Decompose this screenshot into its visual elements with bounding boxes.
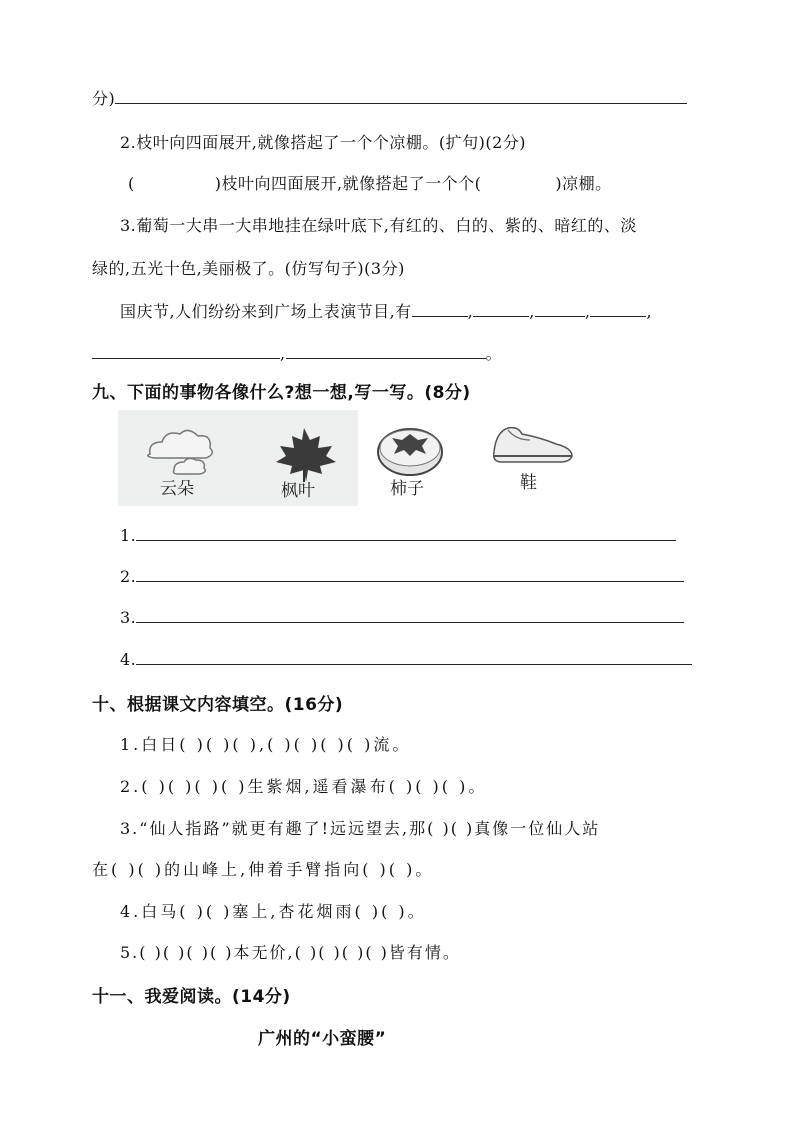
section10-title: 十、根据课文内容填空。(16分) bbox=[92, 695, 344, 715]
label-maple: 枫叶 bbox=[281, 481, 315, 501]
shoe-icon bbox=[488, 418, 578, 466]
blank-e[interactable] bbox=[92, 344, 280, 359]
sep: , bbox=[584, 302, 591, 321]
q3-model-text: 国庆节,人们纷纷来到广场上表演节目,有 bbox=[120, 302, 412, 321]
section9-title: 九、下面的事物各像什么?想一想,写一写。(8分) bbox=[92, 383, 471, 403]
s10-q4: 4.白马( )( )塞上,杏花烟雨( )( )。 bbox=[120, 902, 427, 921]
answer-line-1 bbox=[120, 526, 676, 545]
section11-title: 十一、我爱阅读。(14分) bbox=[92, 987, 291, 1007]
q3-line2: 绿的,五光十色,美丽极了。(仿写句子)(3分) bbox=[92, 259, 405, 278]
answer-blank[interactable] bbox=[136, 608, 684, 623]
answer-line-4 bbox=[120, 650, 692, 669]
blank-d[interactable] bbox=[590, 302, 646, 317]
line-prefix: 分) bbox=[92, 89, 116, 108]
s10-q1: 1.白日( )( )( ),( )( )( )( )流。 bbox=[120, 735, 412, 754]
q3-line1: 3.葡萄一大串一大串地挂在绿叶底下,有红的、白的、紫的、暗红的、淡 bbox=[120, 216, 637, 235]
blank-f[interactable] bbox=[286, 344, 486, 359]
sep: , bbox=[529, 302, 535, 321]
blank-b[interactable] bbox=[473, 302, 529, 317]
answer-num: 3. bbox=[120, 608, 137, 627]
answer-blank[interactable] bbox=[115, 89, 687, 104]
sep: , bbox=[646, 302, 653, 321]
s10-q2: 2.( )( )( )( )生紫烟,遥看瀑布( )( )( )。 bbox=[120, 777, 488, 796]
paren-open: ( bbox=[128, 174, 135, 193]
label-shoe: 鞋 bbox=[520, 473, 537, 493]
answer-num: 2. bbox=[120, 567, 137, 586]
answer-line-2 bbox=[120, 567, 684, 586]
s10-q3-line2: 在( )( )的山峰上,伸着手臂指向( )( )。 bbox=[92, 860, 435, 879]
sep: , bbox=[467, 302, 474, 321]
answer-blank[interactable] bbox=[136, 526, 676, 541]
q2-fill-text: )枝叶向四面展开,就像搭起了一个个( bbox=[214, 174, 482, 193]
answer-num: 1. bbox=[120, 526, 137, 545]
q2-fill-line bbox=[128, 171, 612, 194]
period: 。 bbox=[485, 344, 503, 363]
answer-num: 4. bbox=[120, 650, 137, 669]
sep: , bbox=[280, 344, 286, 363]
s10-q3-line1: 3.“仙人指路”就更有趣了!远远望去,那( )( )真像一位仙人站 bbox=[120, 819, 601, 838]
q2-fill-end: )凉棚。 bbox=[555, 174, 612, 193]
s10-q5: 5.( )( )( )( )本无价,( )( )( )( )皆有情。 bbox=[120, 943, 461, 962]
answer-line-3 bbox=[120, 608, 684, 627]
label-cloud: 云朵 bbox=[160, 479, 194, 499]
label-persimmon: 柿子 bbox=[390, 479, 424, 499]
blank-c[interactable] bbox=[535, 302, 585, 317]
persimmon-icon bbox=[374, 424, 446, 478]
article-title: 广州的“小蛮腰” bbox=[258, 1029, 387, 1049]
picture-strip bbox=[118, 410, 578, 506]
q3-model-line2 bbox=[92, 341, 502, 364]
blank-a[interactable] bbox=[412, 302, 468, 317]
prev-answer-line bbox=[92, 86, 687, 109]
q2-text: 2.枝叶向四面展开,就像搭起了一个个凉棚。(扩句)(2分) bbox=[120, 133, 527, 152]
answer-blank[interactable] bbox=[136, 567, 684, 582]
q3-model-line bbox=[120, 299, 652, 322]
answer-blank[interactable] bbox=[136, 650, 692, 665]
